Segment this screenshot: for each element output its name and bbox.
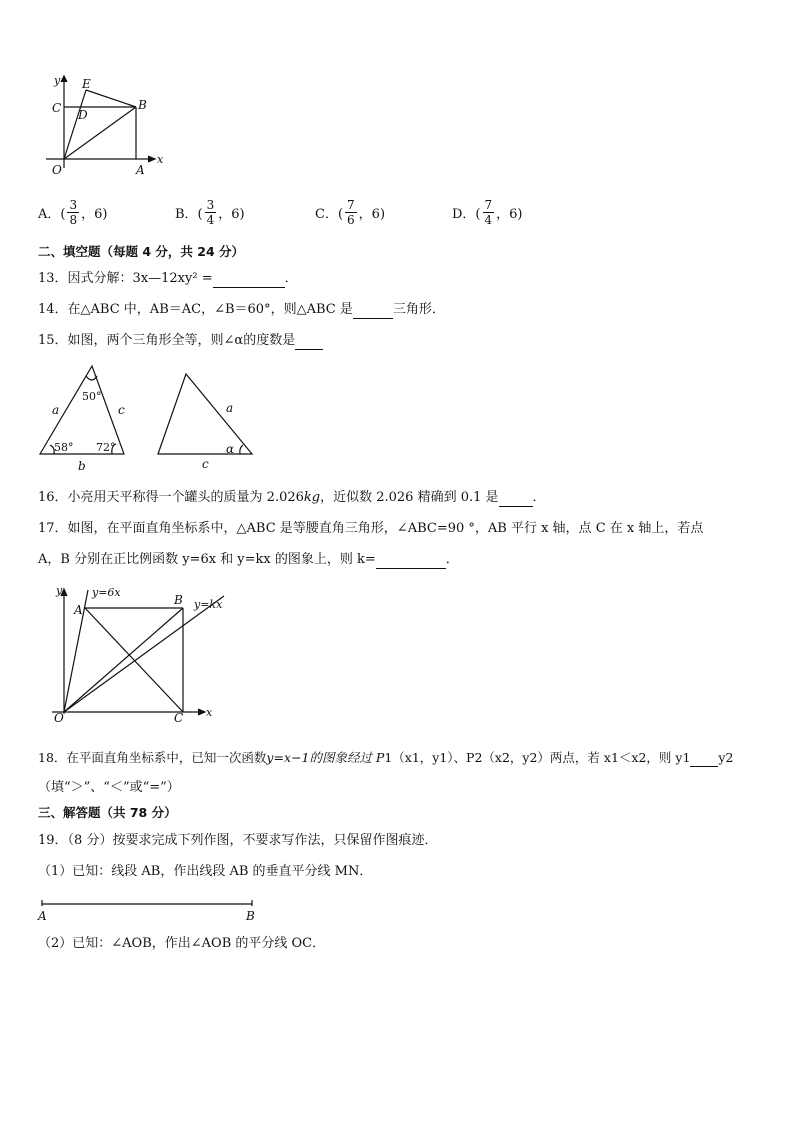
q12-option-d: D．( $\frac{7}{4}$ ，6) (452, 198, 523, 227)
q17-line1: 17．如图，在平面直角坐标系中，△ABC 是等腰直角三角形，∠ABC=90 °，AB 平行 x 轴，点 C 在 x 轴上，若点 (38, 521, 704, 536)
q16-answer-blank[interactable] (499, 492, 533, 507)
fig19-label-A: A (38, 909, 47, 923)
q18-answer-blank[interactable] (690, 752, 718, 767)
section2-heading: 二、填空题（每题 4 分，共 24 分） (38, 244, 245, 259)
q17-line2: A，B 分别在正比例函数 y=6x 和 y=kx 的图象上，则 k= ． (38, 552, 459, 567)
fig17-label-O: O (54, 711, 64, 725)
q15: 15．如图，两个三角形全等，则∠α的度数是 (38, 332, 323, 350)
fig17-label-C: C (174, 711, 184, 725)
q19: 19．（8 分）按要求完成下列作图，不要求写作法，只保留作图痕迹． (38, 833, 438, 848)
q18-line1: 18．在平面直角坐标系中，已知一次函数y=x−1的图象经过 P1（x1，y1）、P2（x2，y2）两点，若 x1＜x2，则 y1 y2 (38, 750, 734, 765)
q13-answer-blank[interactable] (213, 273, 285, 288)
q17-answer-blank[interactable] (376, 554, 446, 569)
triangle-right (158, 374, 252, 454)
fig12-label-A: A (136, 163, 145, 177)
fig15-left-side-a: a (52, 403, 60, 417)
q12-option-a: A．( $\frac{3}{8}$ ，6) (38, 198, 108, 227)
fig17-label-x: x (206, 706, 213, 719)
q14: 14．在△ABC 中，AB＝AC，∠B＝60°，则△ABC 是 三角形． (38, 302, 445, 317)
fig12-label-C: C (52, 101, 62, 115)
fig17-label-y: y (56, 584, 63, 597)
fig15-left-side-c: c (118, 403, 125, 417)
q13: 13．因式分解：3x—12xy² = ． (38, 271, 298, 286)
fig17-line-label-6x: y=6x (92, 586, 121, 599)
fig12-label-D: D (78, 108, 88, 122)
q12-option-c: C．( $\frac{7}{6}$ ，6) (315, 198, 386, 227)
q18-line2: （填“＞”、“＜”或“=”） (38, 780, 180, 795)
fig15-angle-left: 58° (54, 441, 74, 454)
q15-triangles-figure (34, 362, 264, 472)
q17-coordinate-figure (48, 584, 248, 724)
fig15-right-side-c: c (202, 457, 209, 471)
fig12-label-E: E (82, 77, 91, 91)
q12-coordinate-figure (40, 72, 170, 182)
fig12-label-y: y (54, 74, 61, 87)
q15-answer-blank[interactable] (295, 335, 323, 350)
fig15-right-side-a: a (226, 401, 234, 415)
fig17-line-label-kx: y=kx (194, 598, 223, 611)
q12-option-b: B．( $\frac{3}{4}$ ，6) (175, 198, 245, 227)
fig12-label-B: B (138, 98, 147, 112)
fig17-label-B: B (174, 593, 183, 607)
fig19-label-B: B (246, 909, 255, 923)
fig15-angle-right: 72° (96, 441, 116, 454)
fig15-left-side-b: b (78, 459, 86, 473)
fig12-label-x: x (157, 153, 164, 166)
fig17-label-A: A (74, 603, 83, 617)
section3-heading: 三、解答题（共 78 分） (38, 805, 177, 820)
fig12-label-O: O (52, 163, 62, 177)
q19-part2: （2）已知：∠AOB，作出∠AOB 的平分线 OC． (38, 936, 326, 951)
q19-part1: （1）已知：线段 AB，作出线段 AB 的垂直平分线 MN． (38, 864, 373, 879)
fig15-angle-top: 50° (82, 390, 102, 403)
q16: 16．小亮用天平称得一个罐头的质量为 2.026kg，近似数 2.026 精确到 0.1 是 ． (38, 490, 546, 505)
fig15-angle-alpha: α (226, 442, 235, 456)
q14-answer-blank[interactable] (353, 304, 393, 319)
q19-segment-ab (36, 896, 266, 926)
